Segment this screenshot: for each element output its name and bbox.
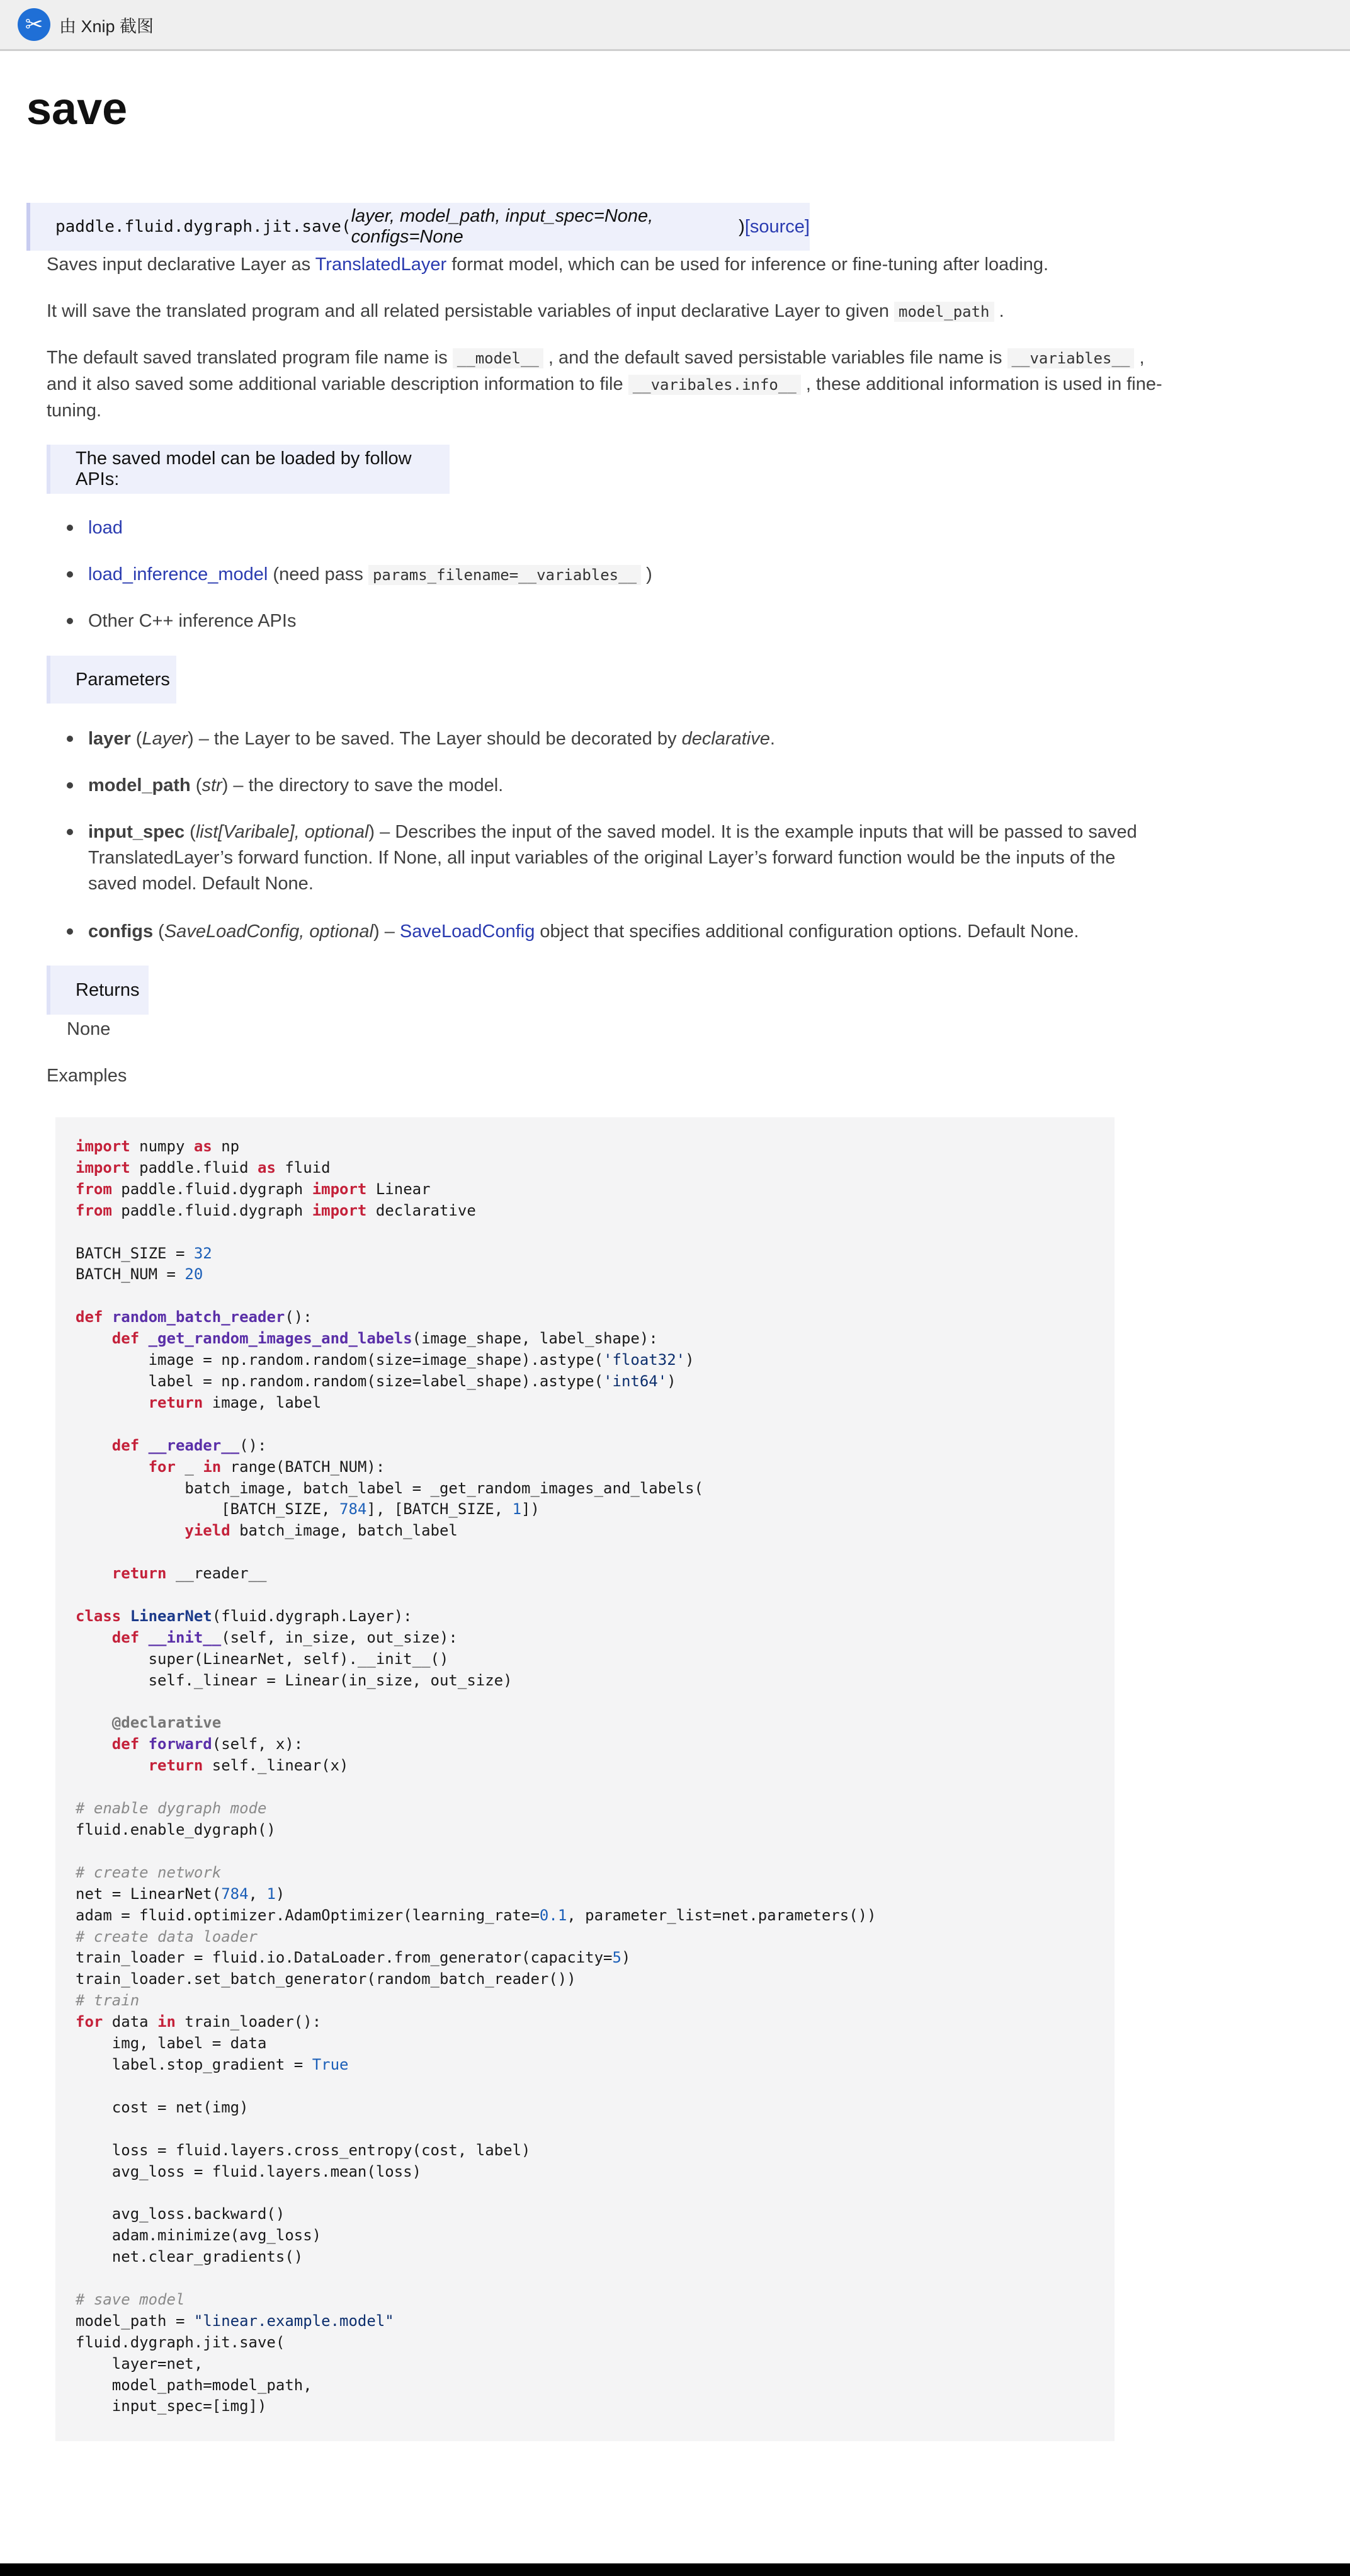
- p1-text-after: format model, which can be used for inference or fine-tuning after loading.: [446, 254, 1049, 275]
- load-inference-model-link[interactable]: load_inference_model: [88, 564, 268, 584]
- description-paragraph-1: [47, 252, 1048, 278]
- param-desc: – Describes the input of the saved model. It is the example inputs that will be passed to saved: [375, 822, 1137, 842]
- titlebar-text: 由 Xnip 截图: [59, 16, 154, 36]
- list-item-load: [88, 515, 123, 541]
- param-name: model_path: [88, 775, 191, 795]
- param-desc: – the directory to save the model.: [228, 775, 504, 795]
- param-desc: –: [379, 921, 400, 942]
- param-desc: saved model. Default None.: [88, 874, 314, 894]
- p3-text-c: ,: [1134, 348, 1145, 368]
- param-layer: layer (Layer) – the Layer to be saved. The Layer should be decorated by declarative.: [88, 726, 775, 752]
- param-desc: .: [769, 729, 775, 749]
- param-type: Layer: [142, 729, 188, 749]
- window-titlebar: [0, 0, 1350, 51]
- example-code: import numpy as np import paddle.fluid as fluid from paddle.fluid.dygraph import Linear from paddle.fluid.dygraph import declarative BATCH_SIZE = 32 BATCH_NUM = 20 def random_batch_reader(): def _get_random_images_and_labels(image_shape, label_shape): image = np.random.random(size=image_shape).astype('float32') label = np.random.random(size=label_shape).astype('int64') return image, label def __reader__(): for _ in range(BATCH_NUM): batch_image, batch_label = _get_random_images_and_labels( [BATCH_SIZE, 784], [BATCH_SIZE, 1]) yield batch_image, batch_label return __reader__ class LinearNet(fluid.dygraph.Layer): def __init__(self, in_size, out_size): super(LinearNet, self).__init__() self._linear = Linear(in_size, out_size) @declarative def forward(self, x): return self._linear(x) # enable dygraph mode fluid.enable_dygraph() # create network net = LinearNet(784, 1) adam = fluid.optimizer.AdamOptimizer(learning_rate=0.1, parameter_list=net.parameters()) # create data loader train_loader = fluid.io.DataLoader.from_generator(capacity=5) train_loader.set_batch_generator(random_batch_reader()) # train for data in train_loader(): img, label = data label.stop_gradient = True cost = net(img) loss = fluid.layers.cross_entropy(cost, label) avg_loss = fluid.layers.mean(loss) avg_loss.backward() adam.minimize(avg_loss) net.clear_gradients() # save model model_path = "linear.example.model" fluid.dygraph.jit.save( layer=net, model_path=model_path, input_spec=[img]): [76, 1137, 876, 2415]
- param-name: input_spec: [88, 822, 185, 842]
- p3-text-d: and it also saved some additional variable description information to file: [47, 374, 628, 394]
- list-item-text: Other C++ inference APIs: [88, 611, 297, 631]
- description-paragraph-2: [47, 299, 1004, 325]
- p1-text: Saves input declarative Layer as: [47, 254, 315, 275]
- param-configs: configs (SaveLoadConfig, optional) – SaveLoadConfig object that specifies additional configuration options. Default None.: [88, 919, 1079, 945]
- returns-heading: Returns: [47, 966, 149, 1015]
- param-type: list[Varibale], optional: [195, 822, 369, 842]
- p2-text: It will save the translated program and all related persistable variables of input declarative Layer to given: [47, 301, 895, 321]
- param-model-path: model_path (str) – the directory to save the model.: [88, 773, 503, 799]
- p3-text-e: , these additional information is used in fine-: [800, 374, 1162, 394]
- bottom-bar: [0, 2563, 1350, 2576]
- param-name: layer: [88, 729, 131, 749]
- param-name: configs: [88, 921, 154, 942]
- inline-code: model_path: [894, 302, 994, 322]
- inline-code: __varibales.info__: [628, 375, 801, 395]
- p3-text-b: , and the default saved persistable variables file name is: [543, 348, 1007, 368]
- param-desc: TranslatedLayer’s forward function. If None, all input variables of the original Layer’s forward function would be the inputs of the: [88, 848, 1116, 868]
- description-paragraph-3: [47, 345, 1162, 424]
- list-item-text: (need pass: [268, 564, 368, 584]
- param-type: SaveLoadConfig, optional: [164, 921, 373, 942]
- p3-text-a: The default saved translated program file name is: [47, 348, 453, 368]
- param-desc: object that specifies additional configuration options. Default None.: [535, 921, 1079, 942]
- example-code-block: [55, 1117, 1115, 2441]
- load-link[interactable]: load: [88, 518, 123, 538]
- param-desc: – the Layer to be saved. The Layer should be decorated by: [193, 729, 682, 749]
- translatedlayer-link[interactable]: TranslatedLayer: [315, 254, 447, 275]
- signature-params: layer, model_path, input_spec=None, configs=None: [351, 206, 654, 247]
- inline-code: params_filename=__variables__: [368, 565, 641, 585]
- p3-text-f: tuning.: [47, 401, 102, 421]
- p2-text-after: .: [994, 301, 1004, 321]
- list-item-load-inference-model: [88, 562, 652, 588]
- signature-suffix: ): [739, 216, 745, 237]
- list-item-cpp-apis: [88, 608, 296, 634]
- page-title: save: [26, 84, 128, 134]
- source-link[interactable]: [source]: [744, 216, 810, 237]
- function-signature: [26, 203, 810, 251]
- examples-label: Examples: [47, 1066, 127, 1086]
- load-apis-heading: The saved model can be loaded by follow APIs:: [47, 445, 450, 494]
- list-item-text: ): [641, 564, 652, 584]
- saveloadconfig-link[interactable]: SaveLoadConfig: [399, 921, 535, 942]
- param-type: str: [201, 775, 222, 795]
- param-desc-em: declarative: [681, 729, 770, 749]
- inline-code: __model__: [453, 348, 543, 368]
- returns-value: None: [67, 1019, 111, 1039]
- signature-prefix: paddle.fluid.dygraph.jit.save(: [55, 217, 351, 236]
- inline-code: __variables__: [1007, 348, 1135, 368]
- param-input-spec: input_spec (list[Varibale], optional) – Describes the input of the saved model. It is the example inputs that will be passed to saved TranslatedLayer’s forward function. If None, all input variables of the original Layer’s forward function would be the inputs of the saved model. Default None.: [88, 819, 1137, 897]
- parameters-heading: Parameters: [47, 656, 176, 704]
- xnip-scissors-icon: ✂: [18, 8, 50, 41]
